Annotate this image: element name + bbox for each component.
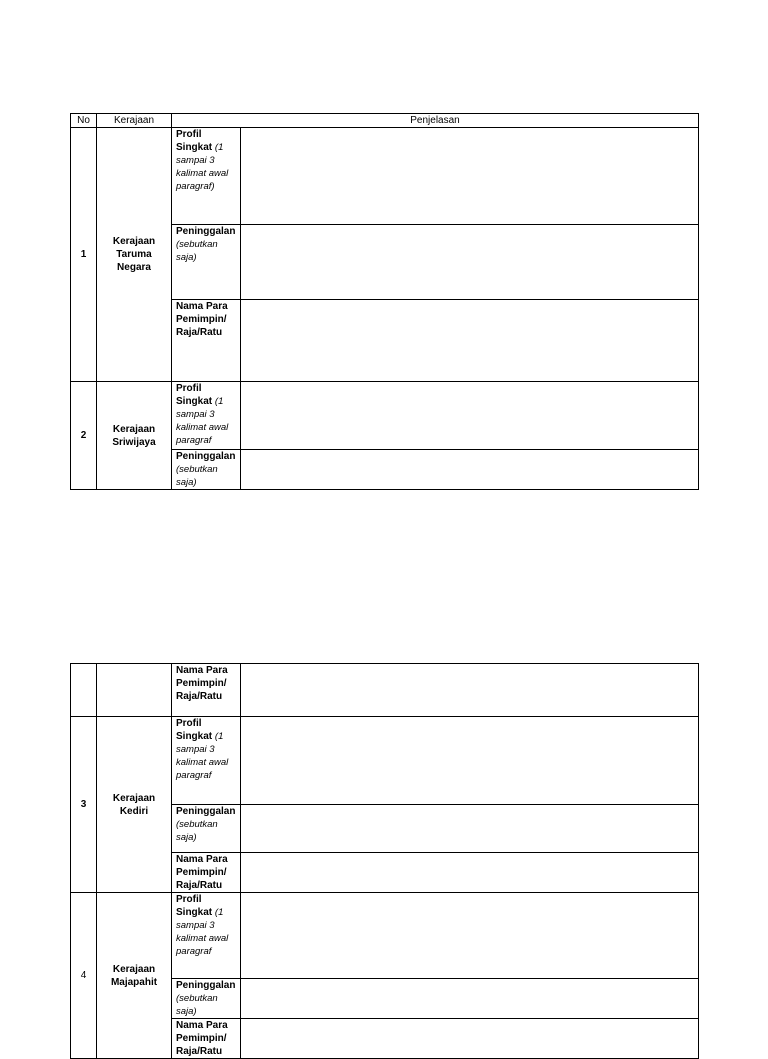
penjelasan-cell[interactable] (241, 1019, 699, 1059)
kerajaan-name-empty (97, 664, 172, 717)
header-row (71, 114, 699, 128)
row-number: 3 (71, 717, 97, 893)
kerajaan-name: Kerajaan Taruma Negara (97, 128, 172, 382)
label-profil-singkat (172, 893, 241, 979)
label-profil-singkat (172, 717, 241, 805)
label-note: (1 sampai 3 kalimat awal paragraf) (176, 142, 229, 192)
penjelasan-cell[interactable] (241, 893, 699, 979)
label-title: Profil Singkat (176, 129, 213, 153)
kerajaan-table-top (70, 113, 699, 490)
label-title: Profil Singkat (176, 894, 213, 918)
row-number: 4 (71, 893, 97, 1059)
penjelasan-cell[interactable] (241, 979, 699, 1019)
penjelasan-cell[interactable] (241, 300, 699, 382)
label-pemimpin: Nama Para Pemimpin/ Raja/Ratu (172, 664, 241, 717)
label-title: Peninggalan (176, 226, 236, 237)
label-pemimpin: Nama Para Pemimpin/ Raja/Ratu (172, 853, 241, 893)
label-title: Profil Singkat (176, 718, 213, 742)
label-pemimpin: Nama Para Pemimpin/ Raja/Ratu (172, 300, 241, 382)
row-number: 2 (71, 382, 97, 490)
kerajaan-name: Kerajaan Majapahit (97, 893, 172, 1059)
label-pemimpin: Nama Para Pemimpin/ Raja/Ratu (172, 1019, 241, 1059)
penjelasan-cell[interactable] (241, 717, 699, 805)
header-penjelasan: Penjelasan (172, 114, 699, 128)
header-kerajaan: Kerajaan (97, 114, 172, 128)
label-note: (sebutkan saja) (176, 464, 218, 488)
penjelasan-cell[interactable] (241, 805, 699, 853)
penjelasan-cell[interactable] (241, 128, 699, 225)
penjelasan-cell[interactable] (241, 664, 699, 717)
table-row (71, 893, 699, 979)
kerajaan-name: Kerajaan Sriwijaya (97, 382, 172, 490)
table-row (71, 382, 699, 450)
label-peninggalan (172, 979, 241, 1019)
penjelasan-cell[interactable] (241, 382, 699, 450)
label-title: Peninggalan (176, 806, 236, 817)
label-peninggalan (172, 225, 241, 300)
label-title: Peninggalan (176, 980, 236, 991)
label-note: (sebutkan saja) (176, 239, 218, 263)
label-note: (1 sampai 3 kalimat awal paragraf (176, 396, 229, 446)
label-peninggalan (172, 450, 241, 490)
label-note: (sebutkan saja) (176, 993, 218, 1017)
label-profil-singkat (172, 382, 241, 450)
kerajaan-name: Kerajaan Kediri (97, 717, 172, 893)
header-no: No (71, 114, 97, 128)
table-row (71, 664, 699, 717)
table-row (71, 128, 699, 225)
label-title: Profil Singkat (176, 383, 213, 407)
kerajaan-table-continued (70, 663, 699, 1059)
penjelasan-cell[interactable] (241, 225, 699, 300)
label-title: Peninggalan (176, 451, 236, 462)
label-peninggalan (172, 805, 241, 853)
label-note: (sebutkan saja) (176, 819, 218, 843)
penjelasan-cell[interactable] (241, 853, 699, 893)
label-note: (1 sampai 3 kalimat awal paragraf (176, 731, 229, 781)
label-profil-singkat (172, 128, 241, 225)
table-row (71, 717, 699, 805)
penjelasan-cell[interactable] (241, 450, 699, 490)
row-number: 1 (71, 128, 97, 382)
row-number-empty (71, 664, 97, 717)
label-note: (1 sampai 3 kalimat awal paragraf (176, 907, 229, 957)
